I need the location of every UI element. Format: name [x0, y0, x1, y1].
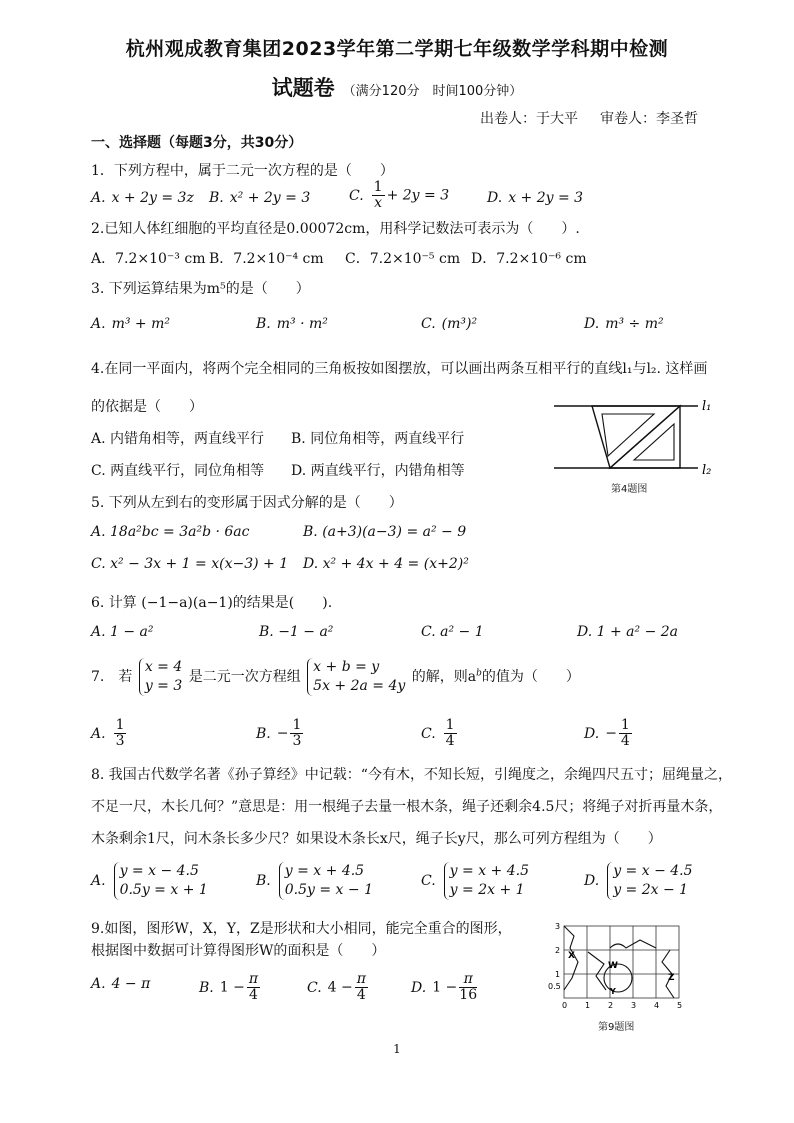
q7-mid: 是二元一次方程组 [188, 669, 301, 685]
q7-post2: 的值为（ ） [481, 669, 580, 685]
q7-post: 的解，则a [411, 669, 477, 685]
q1-option-a [91, 190, 194, 206]
q7-pre: 7. 若 [91, 669, 133, 685]
q9-xtick-0: 0 [562, 1001, 568, 1010]
q8-stem-line3: 木条剩余1尺，问木条长多少尺？如果设木条长x尺，绳子长y尺，那么可列方程组为（ ） [91, 831, 662, 847]
q7-a-frac [114, 718, 127, 749]
q5-option-c: C. x² − 3x + 1 = x(x−3) + 1 [91, 556, 289, 572]
exam-title: 杭州观成教育集团2023学年第二学期七年级数学学科期中检测 [125, 38, 669, 60]
q8-c-label: C. [421, 873, 436, 889]
q9-stem-line1: 9.如图，图形W，X，Y，Z是形状和大小相同，能完全重合的图形， [91, 921, 512, 937]
q9-d-frac [459, 972, 477, 1003]
q8-c-system [444, 862, 529, 900]
q9-figure-caption: 第9题图 [598, 1022, 635, 1033]
q3-stem: 3. 下列运算结果为m⁵的是（ ） [91, 281, 310, 297]
q3-c-text: (m³)² [441, 316, 478, 332]
q9-option-c [307, 972, 370, 1003]
q5-option-a: A. 18a²bc = 3a²b · 6ac [91, 524, 250, 540]
q1-d-text: x + 2y = 3 [508, 190, 584, 206]
q9-c-num: π [356, 971, 366, 987]
q7-b-label: B. [256, 725, 271, 742]
q9-xtick-2: 2 [608, 1001, 614, 1010]
q4-figure [550, 394, 720, 486]
q9-c-pre: 4 − [327, 979, 353, 996]
q8-a2: 0.5y = x + 1 [119, 882, 208, 898]
q4-option-b: B. 同位角相等，两直线平行 [291, 431, 465, 447]
q7-c-frac [444, 718, 457, 749]
q9-d-pre: 1 − [432, 979, 458, 996]
q9-c-frac [355, 972, 368, 1003]
q7-a-den: 3 [115, 733, 125, 749]
q7-c-label: C. [421, 725, 436, 742]
q9-b-frac [247, 972, 260, 1003]
q1-a-label: A. [91, 190, 106, 206]
q8-d2: y = 2x − 1 [613, 882, 689, 898]
q8-d-system [607, 862, 692, 900]
q9-c-den: 4 [356, 987, 366, 1003]
q8-b2: 0.5y = x − 1 [284, 882, 373, 898]
q9-ytick-2: 2 [555, 946, 561, 955]
q4-option-d: D. 两直线平行，内错角相等 [291, 463, 465, 479]
q9-a-text: 4 − π [111, 976, 151, 992]
q9-ytick-1: 1 [555, 970, 561, 979]
q8-option-c [421, 862, 531, 900]
q9-a-label: A. [91, 976, 106, 992]
q4-l2-label: l₂ [702, 463, 712, 478]
q8-b-system [279, 862, 373, 900]
q7-a-num: 1 [115, 717, 125, 733]
q3-b-text: m³ · m² [276, 316, 328, 332]
exam-subtitle [0, 72, 794, 102]
q8-stem-line2: 不足一尺，木长几何？”意思是：用一根绳子去量一根木条，绳子还剩余4.5尺；将绳子对折再量木条， [91, 799, 723, 815]
q9-figure [548, 918, 688, 1022]
q5-stem: 5. 下列从左到右的变形属于因式分解的是（ ） [91, 495, 403, 511]
reviewer: 审卷人：李圣哲 [600, 111, 698, 127]
q9-b-label: B. [199, 979, 214, 996]
q3-option-c [421, 316, 477, 332]
q8-c2: y = 2x + 1 [449, 882, 525, 898]
q9-shapes [564, 926, 674, 998]
authors-line [458, 108, 698, 128]
q8-stem-line1: 8. 我国古代数学名著《孙子算经》中记载：“今有木，不知长短，引绳度之，余绳四尺五寸；屈绳量之， [91, 767, 732, 783]
q9-d-den: 16 [459, 987, 478, 1003]
q5-option-d: D. x² + 4x + 4 = (x+2)² [303, 556, 469, 572]
q7-option-a [91, 718, 128, 749]
q8-b1: y = x + 4.5 [284, 863, 365, 879]
q9-option-d [411, 972, 479, 1003]
q4-figure-caption: 第4题图 [611, 484, 648, 495]
q7-post-sup: b [476, 668, 482, 679]
section-heading: 一、选择题（每题3分，共30分） [91, 135, 303, 151]
q1-option-c [349, 180, 449, 211]
q1-b-label: B. [209, 190, 224, 206]
q1-c-text: + 2y = 3 [386, 187, 450, 204]
q3-option-b [256, 316, 328, 332]
q9-ytick-05: 0.5 [548, 982, 561, 991]
q6-stem: 6. 计算 (−1−a)(a−1)的结果是( ). [91, 595, 333, 611]
q9-option-a [91, 976, 150, 992]
q4-option-c: C. 两直线平行，同位角相等 [91, 463, 265, 479]
q6-option-c: C. a² − 1 [421, 624, 484, 640]
q4-l1-label: l₁ [702, 399, 712, 414]
q7-d-num: 1 [620, 717, 630, 733]
q7-option-c [421, 718, 459, 749]
q7-equation-system [307, 658, 405, 696]
q9-b-num: π [248, 971, 259, 987]
q7-d-sign: − [605, 725, 617, 742]
q7-s2b: 5x + 2a = 4y [313, 678, 406, 694]
q7-b-sign: − [276, 725, 289, 742]
q4-option-a: A. 内错角相等，两直线平行 [91, 431, 265, 447]
q8-option-d [584, 862, 695, 900]
q1-c-fraction [372, 180, 385, 211]
q9-xtick-5: 5 [677, 1001, 683, 1010]
q3-c-label: C. [421, 316, 436, 332]
q7-option-b [256, 718, 305, 749]
q4-triangle-bottom [610, 406, 680, 468]
page-number: 1 [393, 1042, 401, 1056]
q4-stem: 4.在同一平面内，将两个完全相同的三角板按如图摆放，可以画出两条互相平行的直线l₁与l₂. 这样画 [91, 361, 708, 377]
q3-a-text: m³ + m² [111, 316, 170, 332]
q9-ytick-3: 3 [555, 922, 561, 931]
subtitle-note: （满分120分 时间100分钟） [342, 84, 523, 99]
q2-option-b: B．7.2×10⁻⁴ cm [209, 251, 324, 267]
q7-d-frac [619, 718, 632, 749]
q8-a-system [114, 862, 208, 900]
q9-label-w: W [608, 961, 618, 971]
q3-d-label: D. [584, 316, 600, 332]
q2-option-c: C．7.2×10⁻⁵ cm [345, 251, 461, 267]
q7-c-num: 1 [445, 717, 455, 733]
q6-option-d: D. 1 + a² − 2a [577, 624, 679, 640]
q2-option-d: D．7.2×10⁻⁶ cm [471, 251, 587, 267]
q8-option-b [256, 862, 375, 900]
q9-xtick-4: 4 [654, 1001, 660, 1010]
q1-option-d [487, 190, 583, 206]
q7-b-num: 1 [292, 717, 302, 733]
q9-d-label: D. [411, 979, 427, 996]
q9-stem-line2: 根据图中数据可计算得图形W的面积是（ ） [91, 943, 386, 959]
q7-d-den: 4 [620, 733, 630, 749]
q3-option-a [91, 316, 170, 332]
q1-stem: 1．下列方程中，属于二元一次方程的是（ ） [91, 163, 394, 179]
subtitle-text: 试题卷 [271, 76, 335, 100]
q7-d-label: D. [584, 725, 600, 742]
q6-option-b: B. −1 − a² [259, 624, 334, 640]
q7-a-label: A. [91, 725, 106, 742]
q9-b-den: 4 [248, 987, 258, 1003]
q7-stem [91, 658, 580, 696]
q7-s1a: x = 4 [144, 659, 183, 675]
q1-c-label: C. [349, 187, 364, 204]
q8-option-a [91, 862, 210, 900]
q7-option-d [584, 718, 634, 749]
q7-solution-system [139, 658, 182, 696]
q9-label-x: X [568, 951, 575, 961]
q3-b-label: B. [256, 316, 271, 332]
q9-xtick-3: 3 [631, 1001, 637, 1010]
q1-c-num: 1 [373, 179, 383, 195]
q9-label-y: Y [610, 987, 616, 996]
q7-b-frac [290, 718, 303, 749]
q9-xtick-1: 1 [585, 1001, 591, 1010]
q2-option-a: A．7.2×10⁻³ cm [91, 251, 206, 267]
author: 出卷人：于大平 [480, 111, 578, 127]
q9-b-pre: 1 − [219, 979, 245, 996]
q9-option-b [199, 972, 262, 1003]
q5-option-b: B. (a+3)(a−3) = a² − 9 [303, 524, 467, 540]
q8-b-label: B. [256, 873, 271, 889]
q6-option-a: A. 1 − a² [91, 624, 154, 640]
q3-option-d [584, 316, 664, 332]
q2-stem: 2.已知人体红细胞的平均直径是0.00072cm，用科学记数法可表示为（ ）. [91, 221, 580, 237]
q7-c-den: 4 [445, 733, 455, 749]
q1-c-den: x [374, 195, 383, 211]
q8-d-label: D. [584, 873, 600, 889]
q9-c-label: C. [307, 979, 322, 996]
q3-a-label: A. [91, 316, 106, 332]
q1-a-text: x + 2y = 3z [111, 190, 194, 206]
q1-b-text: x² + 2y = 3 [229, 190, 311, 206]
q9-d-num: π [459, 972, 477, 988]
q7-s1b: y = 3 [144, 678, 183, 694]
q1-d-label: D. [487, 190, 503, 206]
q9-label-z: Z [668, 973, 675, 983]
q8-a-label: A. [91, 873, 106, 889]
q3-d-text: m³ ÷ m² [605, 316, 664, 332]
q8-c1: y = x + 4.5 [449, 863, 530, 879]
q8-a1: y = x − 4.5 [119, 863, 199, 879]
q8-d1: y = x − 4.5 [613, 863, 693, 879]
q1-option-b [209, 190, 310, 206]
q7-b-den: 3 [292, 733, 302, 749]
q4-stem-2: 的依据是（ ） [91, 399, 203, 415]
q7-s2a: x + b = y [313, 659, 380, 675]
